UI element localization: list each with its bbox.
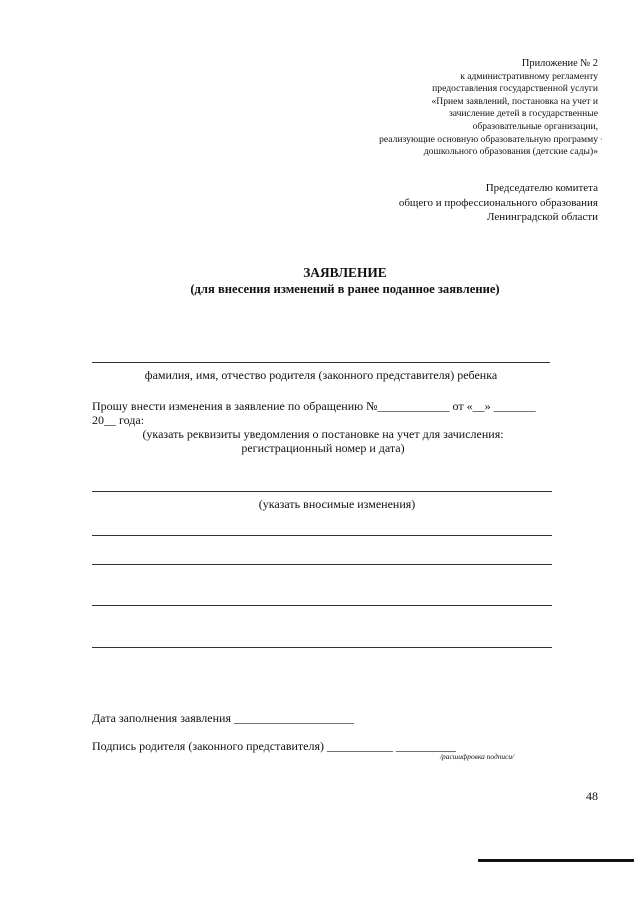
details-caption-1: (указать реквизиты уведомления о постановке на учет для зачисления: — [142, 427, 504, 441]
changes-line[interactable] — [92, 564, 552, 565]
changes-line[interactable] — [92, 491, 552, 492]
title-heading: ЗАЯВЛЕНИЕ — [303, 265, 387, 280]
appendix-line: реализующие основную образовательную программу — [379, 133, 598, 145]
scan-edge-bar — [478, 859, 634, 862]
appendix-line: зачисление детей в государственные — [448, 108, 598, 120]
changes-caption: (указать вносимые изменения) — [258, 497, 416, 511]
changes-line[interactable] — [92, 535, 552, 536]
appendix-line: предоставления государственной услуги — [432, 83, 598, 95]
page-number: 48 — [586, 789, 598, 803]
document-title — [90, 265, 600, 297]
appendix-line: «Прием заявлений, постановка на учет и — [431, 95, 598, 107]
parent-name-line[interactable] — [92, 362, 550, 363]
addressee-line: Ленинградской области — [487, 211, 598, 224]
appendix-line: Приложение № 2 — [521, 58, 598, 69]
stray-mark: · — [600, 134, 603, 144]
appendix-line: к административному регламенту — [460, 70, 598, 82]
request-line: Прошу внести изменения в заявление по обращению №____________ от «__» _______ — [92, 399, 536, 413]
parent-name-caption: фамилия, имя, отчество родителя (законного представителя) ребенка — [144, 368, 498, 382]
changes-line[interactable] — [92, 605, 552, 606]
signature-decoding-caption: /расшифровка подписи/ — [440, 752, 515, 761]
addressee-block — [298, 181, 598, 225]
title-subheading: (для внесения изменений в ранее поданное заявление) — [190, 282, 500, 296]
appendix-line: дошкольного образования (детские сады)» — [423, 146, 598, 158]
addressee-line: Председателю комитета — [485, 182, 598, 194]
addressee-line: общего и профессионального образования — [398, 196, 598, 209]
signature-label: Подпись родителя (законного представителя) ___________ __________ — [92, 739, 456, 753]
changes-line[interactable] — [92, 647, 552, 648]
details-caption-2: регистрационный номер и дата) — [241, 441, 405, 455]
appendix-header — [308, 58, 598, 159]
year-line: 20__ года: — [92, 413, 145, 427]
fill-date-label: Дата заполнения заявления ____________________ — [92, 711, 354, 725]
appendix-line: образовательные организации, — [472, 120, 598, 132]
